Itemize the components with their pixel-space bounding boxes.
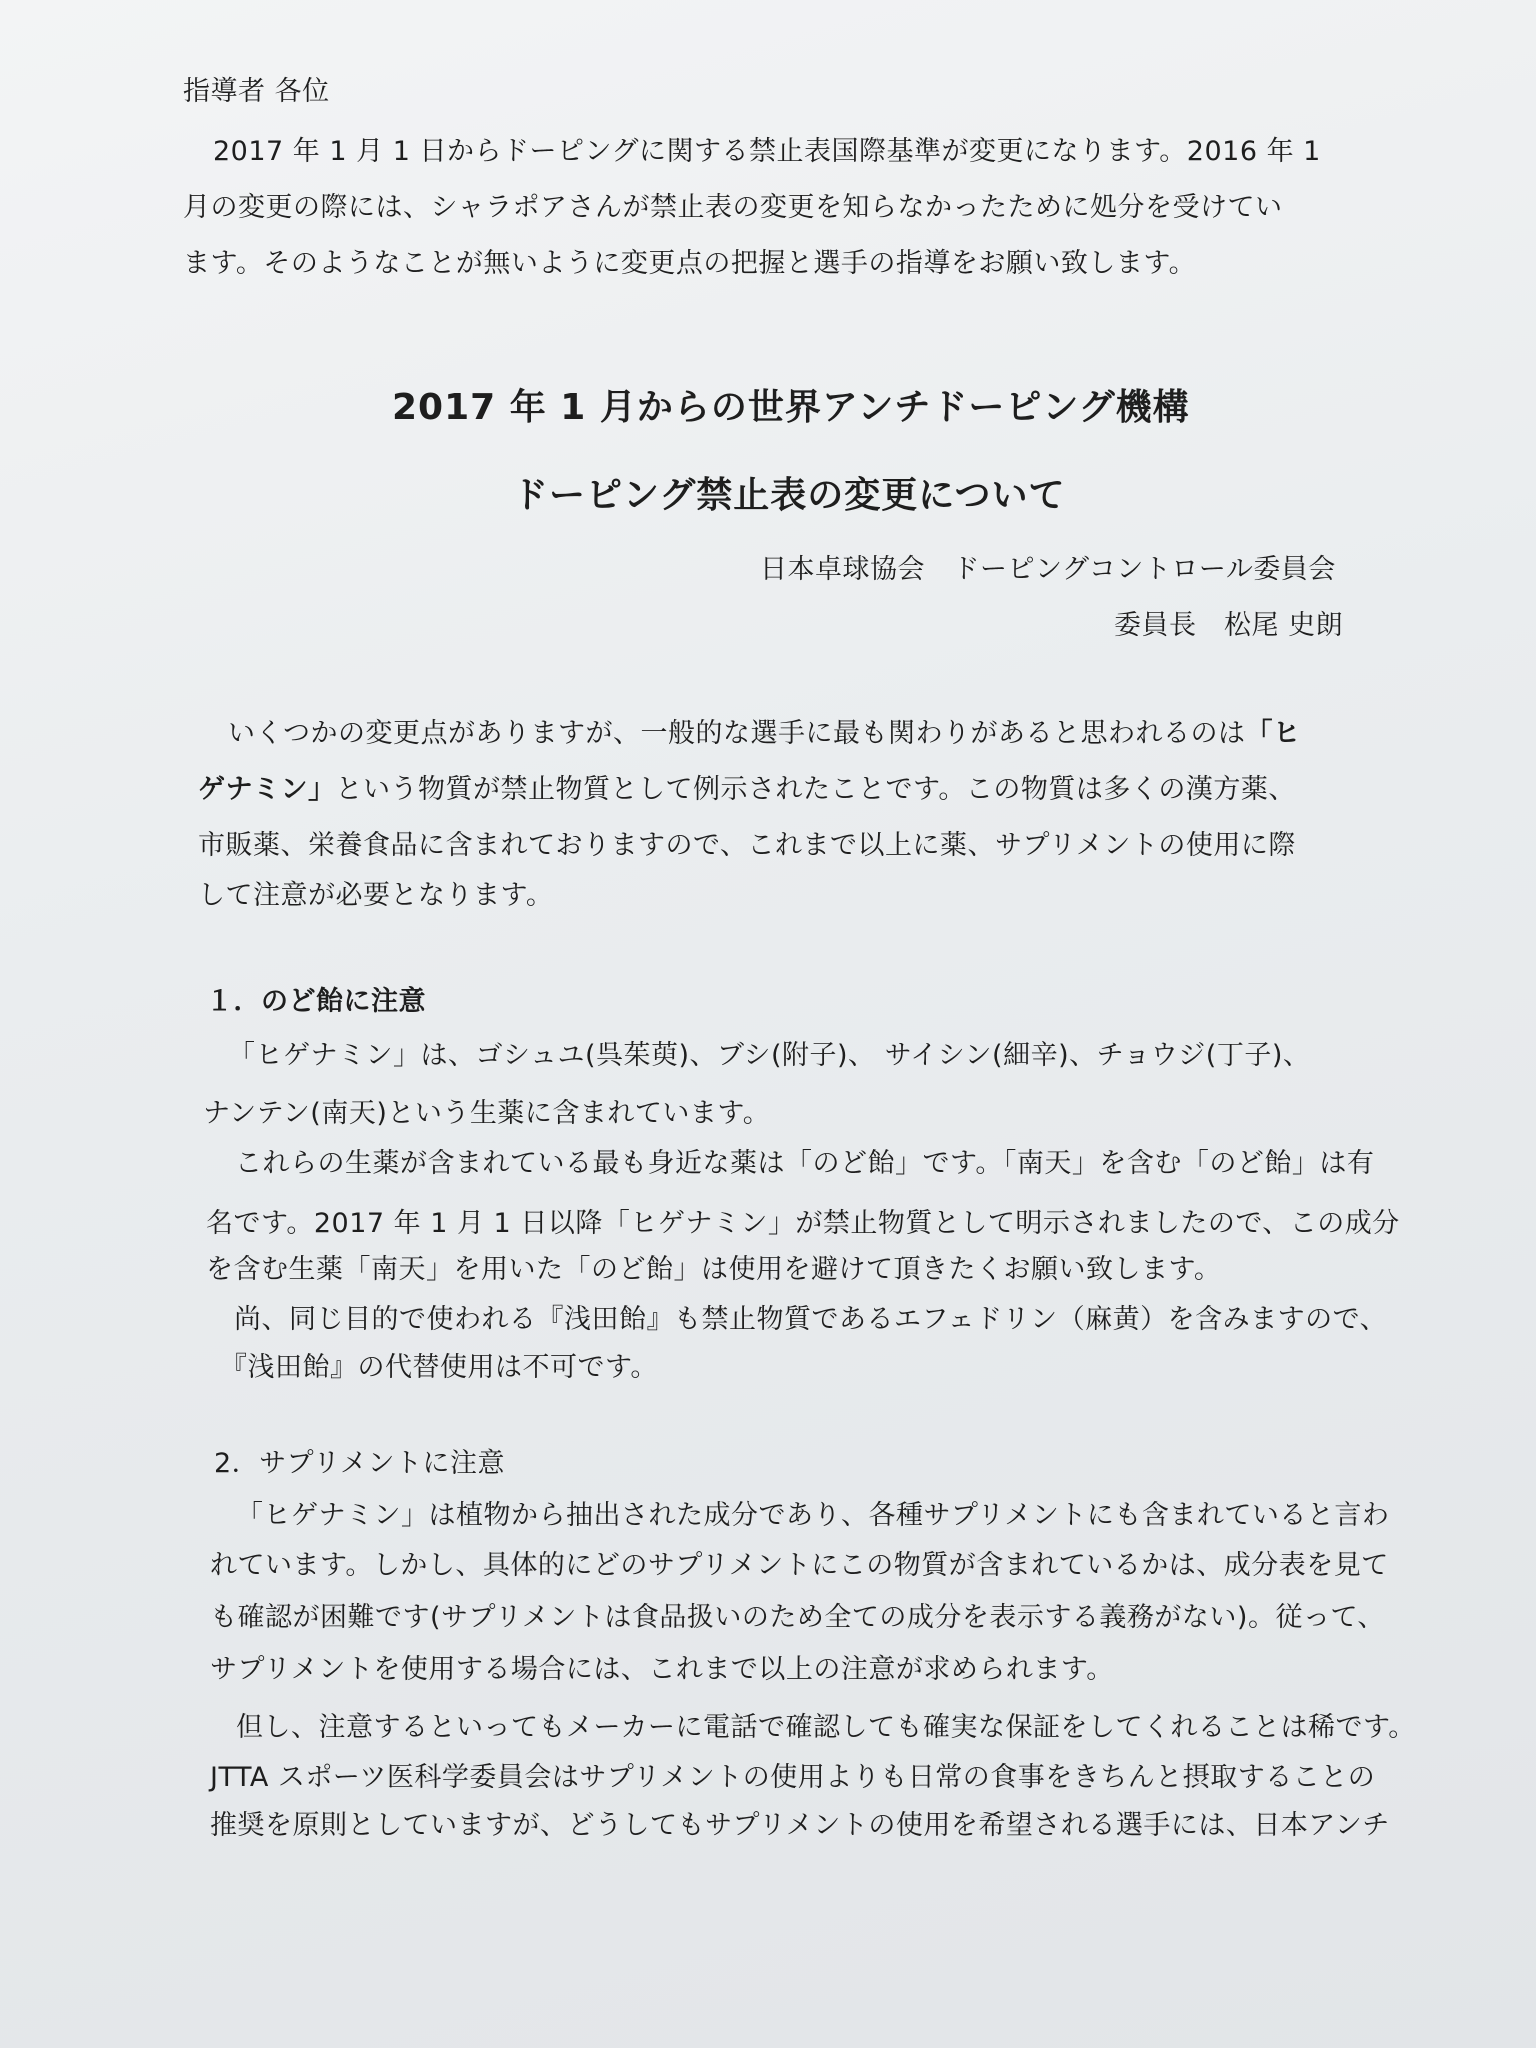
addressee: 指導者 各位 — [183, 76, 330, 107]
author-name: 委員長 松尾 史朗 — [1114, 610, 1344, 641]
section-2-line: 但し、注意するといってもメーカーに電話で確認しても確実な保証をしてくれることは稀です。 — [236, 1712, 1416, 1743]
section-2-line: れています。しかし、具体的にどのサプリメントにこの物質が含まれているかは、成分表を見て — [210, 1550, 1389, 1581]
section-2-line: JTTA スポーツ医科学委員会はサプリメントの使用よりも日常の食事をきちんと摂取することの — [210, 1762, 1376, 1793]
section-1-line: 名です。2017 年 1 月 1 日以降「ヒゲナミン」が禁止物質として明示されましたので、この成分 — [206, 1208, 1400, 1239]
section-1-line: 『浅田飴』の代替使用は不可です。 — [220, 1352, 658, 1383]
hygenamine-highlight: 「ヒ — [1245, 718, 1301, 749]
intro-line: 月の変更の際には、シャラポアさんが禁止表の変更を知らなかったために処分を受けてい — [183, 192, 1283, 223]
section-2-heading: 2．サプリメントに注意 — [214, 1448, 506, 1479]
document-title-line-1: 2017 年 1 月からの世界アンチドーピング機構 — [392, 387, 1190, 428]
section-1-line: を含む生薬「南天」を用いた「のど飴」は使用を避けて頂きたくお願い致します。 — [206, 1254, 1222, 1285]
intro-line: 2017 年 1 月 1 日からドーピングに関する禁止表国際基準が変更になります。2016 年 1 — [213, 136, 1321, 167]
intro-line: ます。そのようなことが無いように変更点の把握と選手の指導をお願い致します。 — [183, 248, 1197, 279]
section-2-line: 「ヒゲナミン」は植物から抽出された成分であり、各種サプリメントにも含まれていると言わ — [236, 1500, 1390, 1531]
section-2-line: サプリメントを使用する場合には、これまで以上の注意が求められます。 — [210, 1654, 1114, 1685]
hygenamine-highlight: ゲナミン」 — [198, 774, 336, 805]
summary-line — [198, 776, 1296, 803]
section-2-line: も確認が困難です(サプリメントは食品扱いのため全ての成分を表示する義務がない)。従って、 — [210, 1602, 1385, 1633]
summary-text: という物質が禁止物質として例示されたことです。この物質は多くの漢方薬、 — [335, 774, 1296, 805]
section-1-line: ナンテン(南天)という生薬に含まれています。 — [203, 1098, 771, 1129]
section-1-line: これらの生薬が含まれている最も身近な薬は「のど飴」です。「南天」を含む「のど飴」は有 — [235, 1148, 1375, 1179]
summary-line — [228, 720, 1301, 747]
summary-line: して注意が必要となります。 — [198, 880, 554, 911]
summary-line: 市販薬、栄養食品に含まれておりますので、これまで以上に薬、サプリメントの使用に際 — [198, 830, 1296, 861]
section-2-line: 推奨を原則としていますが、どうしてもサプリメントの使用を希望される選手には、日本アンチ — [210, 1810, 1390, 1841]
author-organization: 日本卓球協会 ドーピングコントロール委員会 — [760, 554, 1336, 585]
document-title-line-2: ドーピング禁止表の変更について — [512, 475, 1066, 516]
section-1-line: 「ヒゲナミン」は、ゴシュユ(呉茱萸)、ブシ(附子)、 サイシン(細辛)、チョウジ(丁子)、 — [228, 1040, 1311, 1071]
summary-text: いくつかの変更点がありますが、一般的な選手に最も関わりがあると思われるのは — [228, 718, 1246, 749]
section-1-heading: １．のど飴に注意 — [206, 986, 426, 1017]
section-1-line: 尚、同じ目的で使われる『浅田飴』も禁止物質であるエフェドリン（麻黄）を含みますので、 — [234, 1304, 1388, 1335]
